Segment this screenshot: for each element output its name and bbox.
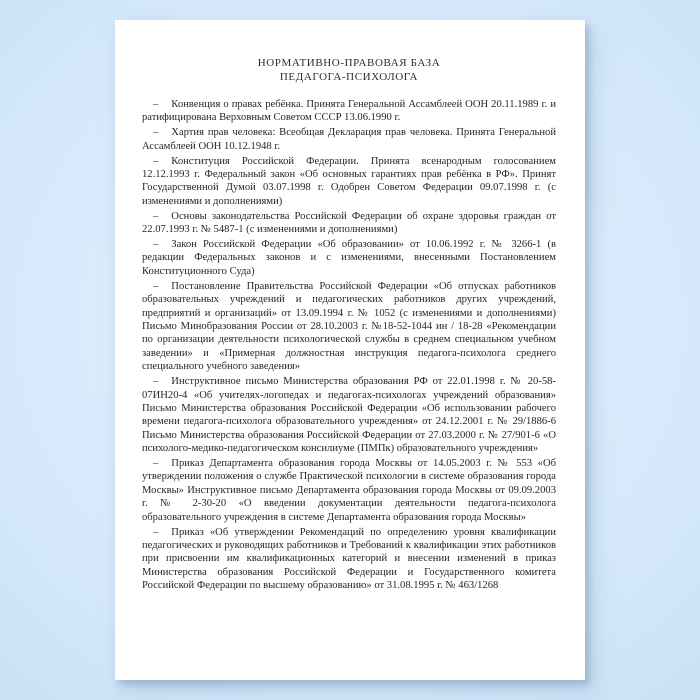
list-item-dash: – — [153, 280, 159, 292]
list-item-text: Постановление Правительства Российской Федерации «Об отпусках работников образовательных учреждений и педагогических работников других учреждений, предприятий и организаций» от 13.09.1994 г. № 1052 (с изменениями и дополнениями) Письмо Минобразования России от 28.10.2003 г. №18-52-1044 ин / 18-28 «Рекомендации по организации деятельности психологической службы в среднем специальном учебном заведении» и «Примерная должностная инструкция педагога-психолога среднего специального учебного заведения» — [142, 280, 556, 373]
list-item-text: Конвенция о правах ребёнка. Принята Генеральной Ассамблеей ООН 20.11.1989 г. и ратифицирована Верховным Советом СССР 13.06.1990 г. — [142, 99, 556, 124]
list-item — [142, 375, 556, 455]
document-title-line1: НОРМАТИВНО-ПРАВОВАЯ БАЗА — [257, 57, 441, 69]
list-item-dash: – — [153, 526, 159, 538]
list-item — [142, 98, 556, 125]
list-item-text: Основы законодательства Российской Федерации об охране здоровья граждан от 22.07.1993 г. № 5487-1 (с изменениями и дополнениями) — [142, 210, 556, 236]
list-item-text: Закон Российской Федерации «Об образовании» от 10.06.1992 г. № 3266-1 (в редакции Федеральных законов и с изменениями, внесенными Постановлением Конституционного Суда) — [142, 239, 556, 277]
list-item — [142, 238, 556, 278]
list-item-dash: – — [153, 376, 159, 388]
document-list — [142, 98, 556, 593]
list-item-text: Инструктивное письмо Министерства образования РФ от 22.01.1998 г. № 20-58-07ИН20-4 «Об учителях-логопедах и педагогах-психологах учреждений образования» Письмо Министерства образования Российской Федерации «Об использовании рабочего времени педагога-психолога образовательного учреждения» от 24.12.2001 г. № 29/1886-6 Письмо Министерства образования Российской Федерации от 27.03.2000 г. № 27/901-6 «О психолого-медико-педагогическом консилиуме (ПМПк) образовательного учреждения» — [142, 376, 556, 455]
list-item — [142, 126, 556, 153]
list-item-text: Хартия прав человека: Всеобщая Декларация прав человека. Принята Генеральной Ассамблеей ООН 10.12.1948 г. — [142, 127, 556, 152]
list-item-dash: – — [153, 458, 159, 470]
list-item-dash: – — [153, 239, 159, 251]
list-item-text: Приказ Департамента образования города Москвы от 14.05.2003 г. № 553 «Об утверждении положения о службе Практической психологии в системе образования города Москвы» Инструктивное письмо Департамента образования города Москвы от 09.09.2003 г. № 2-30-20 «О введении документации деятельности педагога-психолога образовательного учреждения в системе Департамента образования города Москвы» — [142, 458, 556, 523]
list-item-dash: – — [153, 210, 159, 222]
list-item — [142, 155, 556, 209]
list-item — [142, 280, 556, 374]
list-item-dash: – — [153, 127, 159, 139]
list-item — [142, 210, 556, 237]
document-title — [142, 56, 556, 84]
list-item-text: Конституция Российской Федерации. Принята всенародным голосованием 12.12.1993 г. Федеральный закон «Об основных гарантиях прав ребёнка в РФ». Принят Государственной Думой 03.07.1998 г. Одобрен Советом Федерации 09.07.1998 г. (с изменениями и дополнениями) — [142, 155, 556, 207]
list-item — [142, 457, 556, 524]
document-page — [115, 20, 585, 680]
list-item — [142, 526, 556, 593]
list-item-dash: – — [153, 155, 159, 167]
list-item-dash: – — [153, 99, 159, 110]
document-title-line2: ПЕДАГОГА-ПСИХОЛОГА — [279, 71, 419, 83]
list-item-text: Приказ «Об утверждении Рекомендаций по определению уровня квалификации педагогических и руководящих работников и Требований к квалификации этих работников при присвоении им квалификационных категорий и внесении изменений в приказ Министерства образования Российской Федерации и Государственного комитета Российской Федерации по высшему образованию» от 31.08.1995 г. № 463/1268 — [142, 526, 556, 592]
